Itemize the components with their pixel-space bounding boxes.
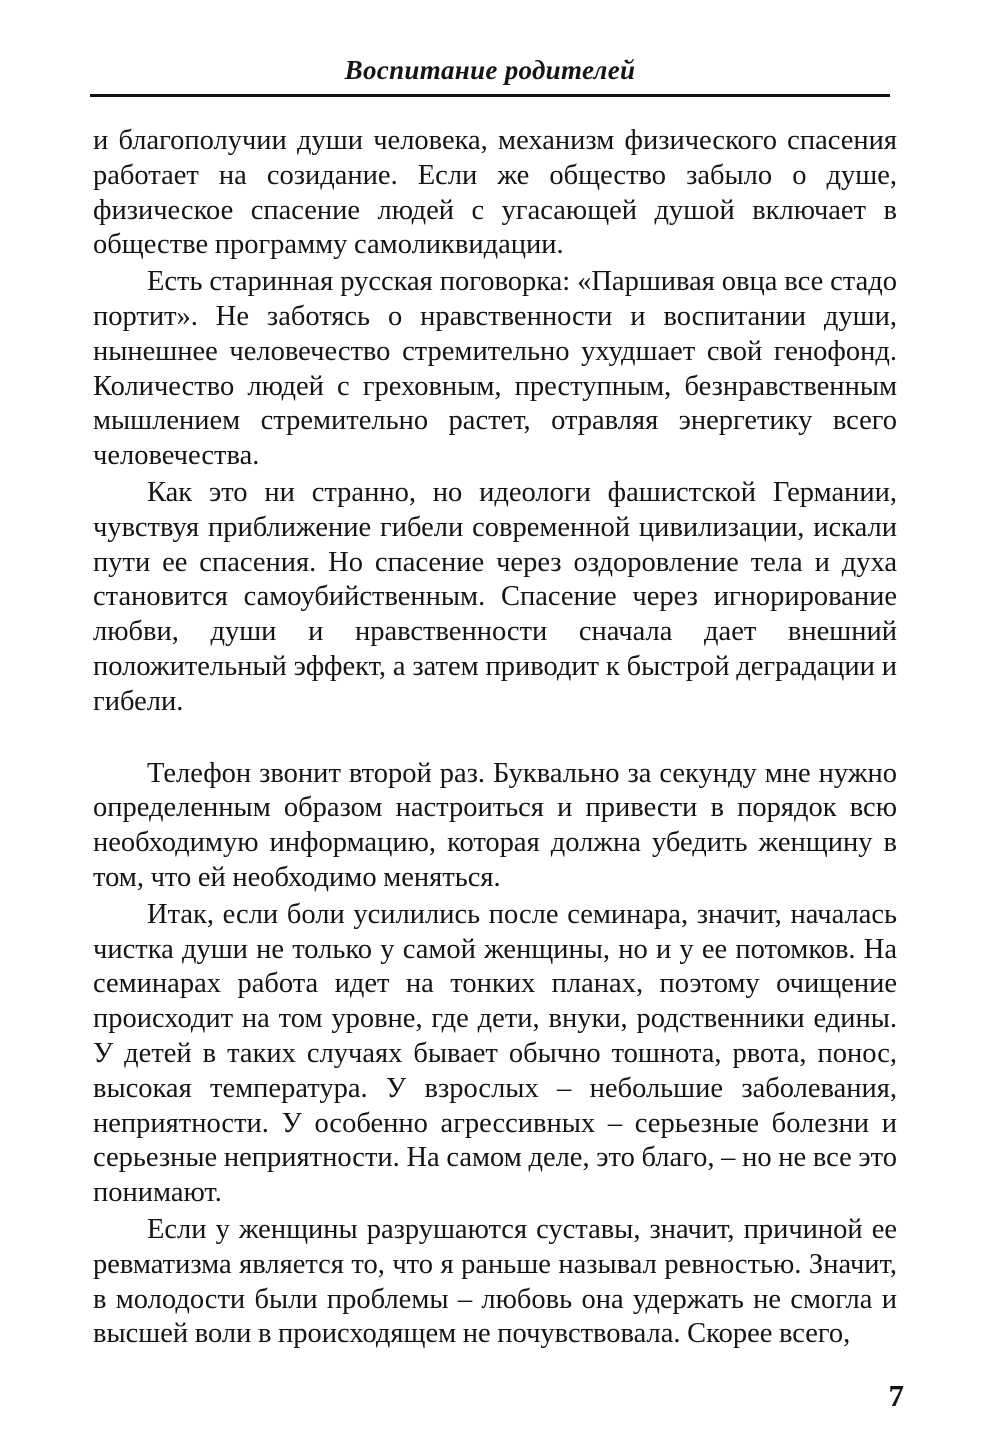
paragraph-phone-call: Телефон звонит второй раз. Буквально за секунду мне нужно определенным образом настроиться и привести в порядок всю необходимую информацию, которая должна убедить женщину в том, что ей необходимо меняться. [93, 757, 897, 893]
paragraph-seminar-pain: Итак, если боли усилились после семинара, значит, началась чистка души не только у самой женщины, но и у ее потомков. На семинарах работа идет на тонких планах, поэтому очищение происходит на том уровне, где дети, внуки, родственники едины. У детей в таких случаях бывает обычно тошнота, рвота, понос, высокая температура. У взрослых – небольшие заболевания, неприятности. У особенно агрессивных – серьезные болезни и серьезные неприятности. На самом деле, это благо, – но не все это понимают. [93, 898, 897, 1209]
paragraph-continuation: и благополучии души человека, механизм физического спасения работает на созидание. Если же общество забыло о душе, физическое спасение людей с угасающей душой включает в обществе программу самоликвидации. [93, 125, 897, 261]
running-head: Воспитание родителей [344, 55, 636, 85]
paragraph-ideologists: Как это ни странно, но идеологи фашистской Германии, чувствуя приближение гибели современной цивилизации, искали пути ее спасения. Но спасение через оздоровление тела и духа становится самоубийственным. Спасение через игнорирование любви, души и нравственности сначала дает внешний положительный эффект, а затем приводит к быстрой деградации и гибели. [93, 476, 897, 717]
page-number: 7 [888, 1378, 904, 1413]
paragraph-joints: Если у женщины разрушаются суставы, значит, причиной ее ревматизма является то, что я раньше называл ревностью. Значит, в молодости были проблемы – любовь она удержать не смогла и высшей воли в происходящем не почувствовала. Скорее всего, [93, 1213, 897, 1350]
header-rule [90, 94, 890, 97]
body-text [93, 124, 897, 1354]
section-break [93, 722, 897, 757]
paragraph-proverb: Есть старинная русская поговорка: «Паршивая овца все стадо портит». Не заботясь о нравственности и воспитании души, нынешнее человечество стремительно ухудшает свой генофонд. Количество людей с греховным, преступным, безнравственным мышлением стремительно растет, отравляя энергетику всего человечества. [93, 266, 897, 472]
